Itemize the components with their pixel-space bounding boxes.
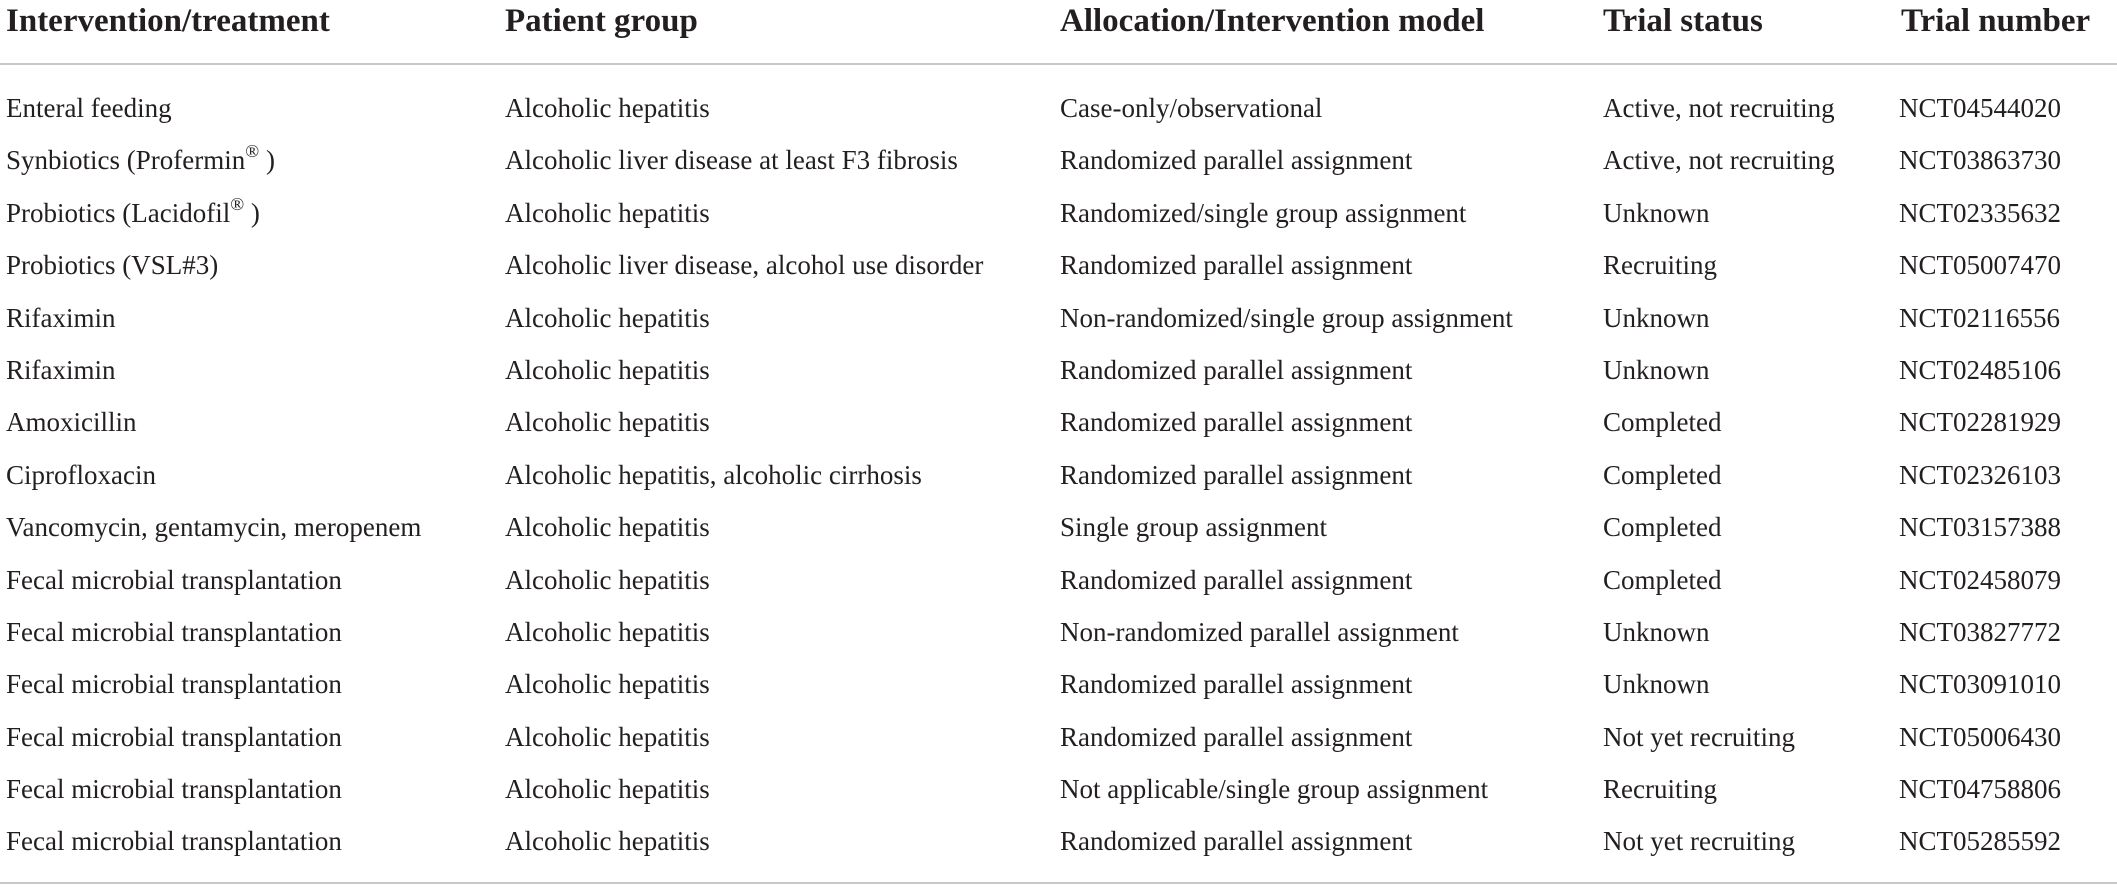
cell-trial-status: Completed xyxy=(1603,459,1722,490)
cell-trial-status: Active, not recruiting xyxy=(1603,93,1835,123)
cell-trial-status: Unknown xyxy=(1603,669,1710,700)
cell-trial-status: Completed xyxy=(1603,564,1722,595)
cell-allocation-model: Randomized/single group assignment xyxy=(1060,197,1467,228)
cell-intervention xyxy=(6,815,342,867)
intervention-text: Ciprofloxacin xyxy=(6,459,156,490)
cell-trial-number: NCT04758806 xyxy=(1899,774,2061,805)
registered-mark: ® xyxy=(245,141,260,162)
cell-allocation-model: Randomized parallel assignment xyxy=(1060,354,1413,385)
intervention-text: Fecal microbial transplantation xyxy=(6,774,342,805)
cell-intervention xyxy=(6,449,156,501)
cell-patient-group: Alcoholic hepatitis xyxy=(505,774,710,805)
cell-intervention xyxy=(6,554,342,606)
cell-trial-status: Recruiting xyxy=(1603,250,1717,281)
cell-trial-number: NCT05007470 xyxy=(1899,250,2061,281)
header-allocation-model: Allocation/Intervention model xyxy=(1060,3,1485,39)
intervention-text: Probiotics (Lacidofil xyxy=(6,197,231,228)
table-row xyxy=(0,82,2117,134)
intervention-text: Fecal microbial transplantation xyxy=(6,721,342,752)
cell-patient-group: Alcoholic hepatitis xyxy=(505,407,710,438)
cell-allocation-model: Randomized parallel assignment xyxy=(1060,669,1413,700)
cell-trial-number: NCT03157388 xyxy=(1899,512,2061,543)
cell-intervention xyxy=(6,239,218,291)
table-body xyxy=(0,82,2117,868)
cell-trial-number: NCT03863730 xyxy=(1899,145,2061,176)
cell-patient-group: Alcoholic hepatitis xyxy=(505,93,710,123)
table-row xyxy=(0,239,2117,291)
intervention-text-after: ) xyxy=(259,145,275,176)
table-row xyxy=(0,606,2117,658)
cell-allocation-model: Randomized parallel assignment xyxy=(1060,564,1413,595)
cell-intervention xyxy=(6,134,275,186)
cell-trial-number: NCT02485106 xyxy=(1899,354,2061,385)
cell-allocation-model: Not applicable/single group assignment xyxy=(1060,774,1489,805)
cell-trial-status: Recruiting xyxy=(1603,774,1717,805)
cell-trial-status: Completed xyxy=(1603,407,1722,438)
cell-trial-number: NCT03091010 xyxy=(1899,669,2061,700)
intervention-text: Synbiotics (Profermin xyxy=(6,145,246,176)
table-row xyxy=(0,554,2117,606)
cell-allocation-model: Randomized parallel assignment xyxy=(1060,250,1413,281)
cell-patient-group: Alcoholic hepatitis xyxy=(505,669,710,700)
intervention-text-after: ) xyxy=(244,197,260,228)
intervention-text: Fecal microbial transplantation xyxy=(6,669,342,700)
cell-allocation-model: Non-randomized/single group assignment xyxy=(1060,302,1513,333)
cell-intervention xyxy=(6,82,172,134)
intervention-text: Rifaximin xyxy=(6,302,116,333)
cell-patient-group: Alcoholic liver disease, alcohol use disorder xyxy=(505,250,984,281)
table-row xyxy=(0,501,2117,553)
cell-allocation-model: Randomized parallel assignment xyxy=(1060,826,1413,857)
cell-trial-number: NCT02116556 xyxy=(1899,302,2060,333)
registered-mark: ® xyxy=(230,193,245,214)
cell-allocation-model: Case-only/observational xyxy=(1060,93,1323,123)
cell-patient-group: Alcoholic hepatitis xyxy=(505,564,710,595)
cell-allocation-model: Randomized parallel assignment xyxy=(1060,721,1413,752)
cell-allocation-model: Randomized parallel assignment xyxy=(1060,459,1413,490)
header-patient-group: Patient group xyxy=(505,3,698,39)
intervention-text: Probiotics (VSL#3) xyxy=(6,250,219,281)
header-intervention: Intervention/treatment xyxy=(6,3,330,39)
cell-trial-status: Unknown xyxy=(1603,616,1710,647)
intervention-text: Fecal microbial transplantation xyxy=(6,564,342,595)
table-row xyxy=(0,658,2117,710)
intervention-text: Enteral feeding xyxy=(6,93,172,123)
header-trial-status: Trial status xyxy=(1603,3,1763,39)
table-row xyxy=(0,763,2117,815)
cell-trial-status: Not yet recruiting xyxy=(1603,721,1795,752)
cell-trial-number: NCT02326103 xyxy=(1899,459,2061,490)
intervention-text: Amoxicillin xyxy=(6,407,137,438)
intervention-text: Vancomycin, gentamycin, meropenem xyxy=(6,512,422,543)
table-row xyxy=(0,134,2117,186)
cell-trial-number: NCT02458079 xyxy=(1899,564,2061,595)
cell-trial-status: Not yet recruiting xyxy=(1603,826,1795,857)
cell-trial-number: NCT02281929 xyxy=(1899,407,2061,438)
cell-patient-group: Alcoholic hepatitis xyxy=(505,616,710,647)
table-row xyxy=(0,292,2117,344)
header-divider xyxy=(0,63,2117,65)
cell-patient-group: Alcoholic liver disease at least F3 fibrosis xyxy=(505,145,958,176)
cell-patient-group: Alcoholic hepatitis xyxy=(505,826,710,857)
table-header-row xyxy=(0,0,2117,42)
cell-patient-group: Alcoholic hepatitis xyxy=(505,721,710,752)
cell-trial-number: NCT05006430 xyxy=(1899,721,2061,752)
cell-patient-group: Alcoholic hepatitis xyxy=(505,512,710,543)
cell-intervention xyxy=(6,292,116,344)
cell-trial-number: NCT03827772 xyxy=(1899,616,2061,647)
cell-intervention xyxy=(6,606,342,658)
table-row xyxy=(0,449,2117,501)
table-bottom-divider xyxy=(0,882,2117,884)
cell-intervention xyxy=(6,187,260,239)
cell-intervention xyxy=(6,501,421,553)
header-trial-number: Trial number xyxy=(1901,3,2091,39)
intervention-text: Fecal microbial transplantation xyxy=(6,616,342,647)
cell-trial-status: Unknown xyxy=(1603,197,1710,228)
cell-trial-status: Active, not recruiting xyxy=(1603,145,1835,176)
cell-trial-status: Unknown xyxy=(1603,302,1710,333)
cell-allocation-model: Randomized parallel assignment xyxy=(1060,145,1413,176)
cell-intervention xyxy=(6,396,137,448)
cell-allocation-model: Randomized parallel assignment xyxy=(1060,407,1413,438)
cell-intervention xyxy=(6,344,116,396)
intervention-text: Rifaximin xyxy=(6,354,116,385)
cell-trial-status: Completed xyxy=(1603,512,1722,543)
table-row xyxy=(0,711,2117,763)
cell-intervention xyxy=(6,711,342,763)
cell-patient-group: Alcoholic hepatitis xyxy=(505,354,710,385)
table-row xyxy=(0,344,2117,396)
cell-allocation-model: Non-randomized parallel assignment xyxy=(1060,616,1459,647)
cell-trial-number: NCT04544020 xyxy=(1899,93,2061,123)
cell-patient-group: Alcoholic hepatitis xyxy=(505,197,710,228)
cell-intervention xyxy=(6,763,342,815)
intervention-text: Fecal microbial transplantation xyxy=(6,826,342,857)
cell-intervention xyxy=(6,658,342,710)
cell-allocation-model: Single group assignment xyxy=(1060,512,1327,543)
cell-trial-number: NCT02335632 xyxy=(1899,197,2061,228)
table-row xyxy=(0,396,2117,448)
table-row xyxy=(0,187,2117,239)
cell-patient-group: Alcoholic hepatitis xyxy=(505,302,710,333)
cell-trial-number: NCT05285592 xyxy=(1899,826,2061,857)
table-row xyxy=(0,815,2117,867)
cell-trial-status: Unknown xyxy=(1603,354,1710,385)
cell-patient-group: Alcoholic hepatitis, alcoholic cirrhosis xyxy=(505,459,922,490)
